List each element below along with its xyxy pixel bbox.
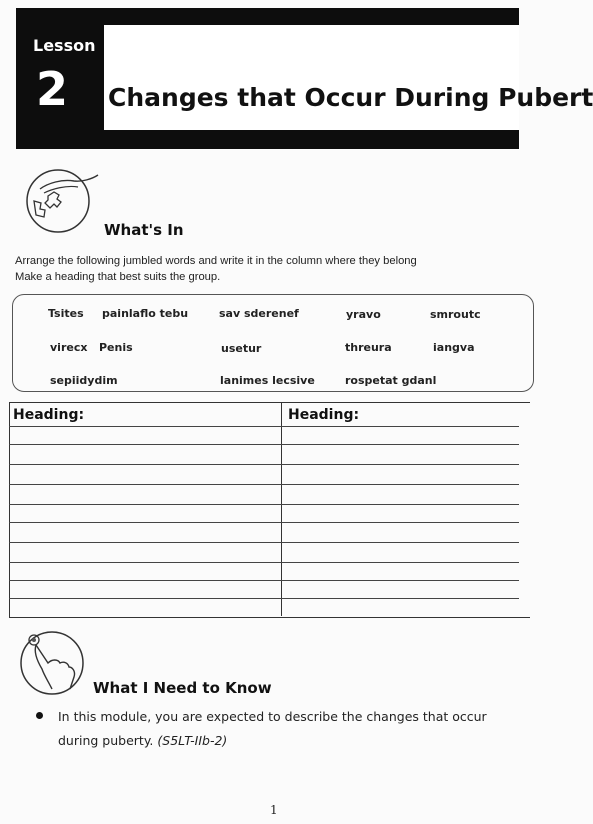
bullet-text-line-2: [58, 733, 227, 748]
jumbled-word: threura: [345, 341, 392, 354]
table-row-line: [9, 598, 519, 599]
jumbled-word: usetur: [221, 342, 262, 355]
table-row-line: [9, 464, 519, 465]
table-row-line: [9, 562, 519, 563]
jumbled-word: Tsites: [48, 307, 84, 320]
page-number: 1: [270, 803, 278, 817]
left-column-heading: Heading:: [13, 407, 85, 423]
hand-puzzle-icon: [22, 165, 100, 235]
table-row-line: [9, 426, 519, 427]
jumbled-word: lanimes lecsive: [220, 374, 315, 387]
instruction-line-2: Make a heading that best suits the group.: [15, 271, 221, 283]
instruction-line-1: Arrange the following jumbled words and write it in the column where they belong: [15, 255, 417, 267]
answer-table: [9, 402, 530, 618]
lesson-title-box: [104, 25, 593, 130]
jumbled-word: painlaflo tebu: [102, 307, 189, 320]
jumbled-word: iangva: [433, 341, 475, 354]
hand-pointing-icon: [14, 627, 90, 697]
table-row-line: [9, 484, 519, 485]
bullet-icon: [36, 712, 43, 719]
table-row-line: [9, 542, 519, 543]
bullet-text-line-1: In this module, you are expected to describe the changes that occur: [58, 709, 487, 724]
table-column-divider: [281, 402, 282, 616]
table-row-line: [9, 580, 519, 581]
jumbled-word: sav sderenef: [219, 307, 299, 320]
need-to-know-heading: What I Need to Know: [93, 679, 272, 697]
jumbled-word: rospetat gdanl: [345, 374, 437, 387]
lesson-label: Lesson: [33, 36, 96, 55]
whats-in-heading: What's In: [104, 221, 184, 239]
bullet-text: during puberty.: [58, 733, 158, 748]
right-column-heading: Heading:: [288, 407, 360, 423]
lesson-number: 2: [36, 62, 69, 116]
jumbled-word: sepiidydim: [50, 374, 118, 387]
jumbled-word: yravo: [346, 308, 381, 321]
table-row-line: [9, 504, 519, 505]
table-row-line: [9, 444, 519, 445]
competency-code: (S5LT-IIb-2): [157, 733, 228, 748]
jumbled-word: Penis: [99, 341, 133, 354]
jumbled-word: virecx: [50, 341, 88, 354]
jumbled-word: smroutc: [430, 308, 481, 321]
lesson-title: Changes that Occur During Pubert: [108, 83, 593, 112]
table-row-line: [9, 522, 519, 523]
